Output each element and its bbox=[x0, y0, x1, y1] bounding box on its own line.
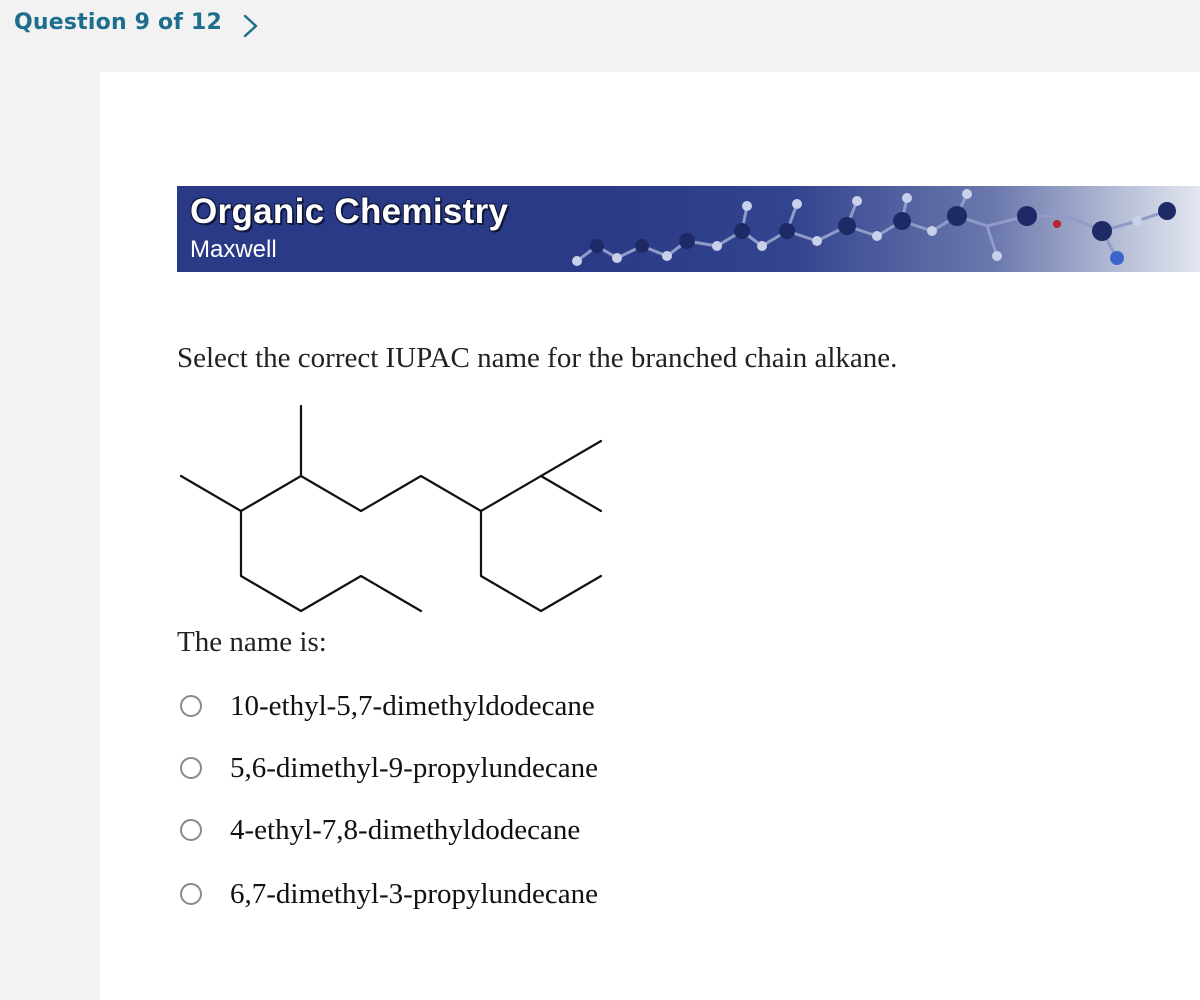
banner-subtitle: Maxwell bbox=[190, 236, 277, 263]
answer-option[interactable] bbox=[180, 748, 598, 788]
skeletal-structure bbox=[177, 402, 617, 622]
answer-option-label: 6,7-dimethyl-3-propylundecane bbox=[230, 877, 599, 910]
question-counter: Question 9 of 12 bbox=[14, 10, 222, 35]
sidebar bbox=[0, 72, 100, 1000]
answer-option[interactable] bbox=[180, 874, 598, 914]
top-bar bbox=[0, 0, 1200, 72]
question-prompt: Select the correct IUPAC name for the branched chain alkane. bbox=[177, 342, 898, 374]
answer-option[interactable] bbox=[180, 686, 595, 726]
textbook-banner bbox=[177, 186, 1200, 272]
next-question-button[interactable] bbox=[236, 8, 266, 44]
answer-option-label: 4-ethyl-7,8-dimethyldodecane bbox=[230, 813, 581, 846]
banner-title: Organic Chemistry bbox=[190, 192, 509, 231]
radio-button[interactable] bbox=[180, 819, 202, 841]
radio-button[interactable] bbox=[180, 695, 202, 717]
answer-option[interactable] bbox=[180, 810, 580, 850]
answer-option-label: 10-ethyl-5,7-dimethyldodecane bbox=[230, 689, 595, 722]
molecule-illustration bbox=[557, 186, 1200, 272]
radio-button[interactable] bbox=[180, 757, 202, 779]
radio-button[interactable] bbox=[180, 883, 202, 905]
answer-prompt: The name is: bbox=[177, 626, 327, 658]
answer-option-label: 5,6-dimethyl-9-propylundecane bbox=[230, 751, 599, 784]
question-panel bbox=[100, 72, 1200, 1000]
chevron-right-icon bbox=[242, 12, 260, 40]
